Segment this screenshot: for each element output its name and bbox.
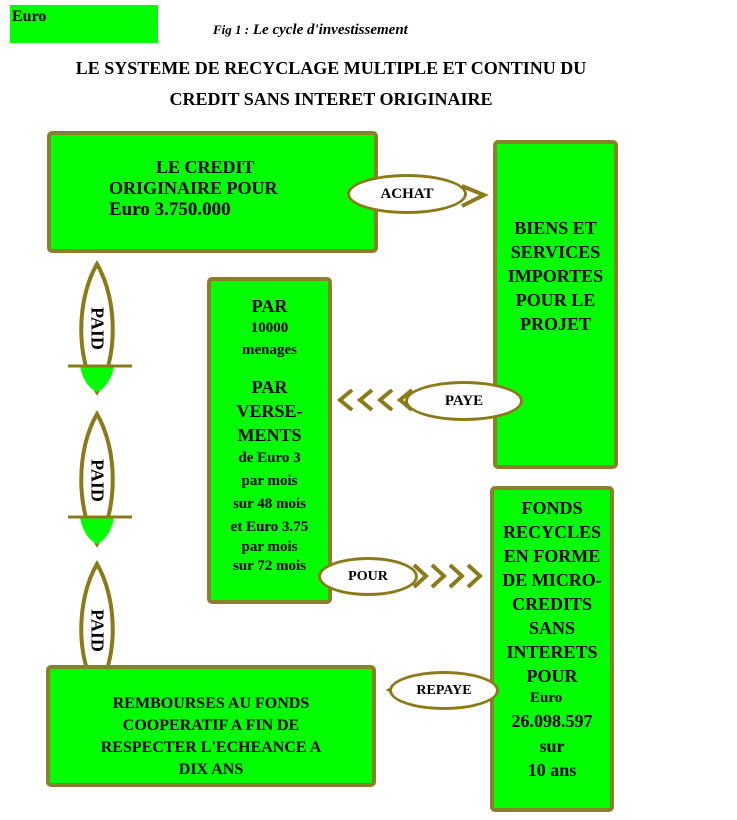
box-credit-originaire bbox=[47, 131, 378, 253]
biens-line2: SERVICES bbox=[510, 242, 601, 262]
biens-line5: PROJET bbox=[519, 314, 591, 334]
rembourses-line2: COOPERATIF A FIN DE bbox=[122, 717, 300, 734]
fonds-line5: CREDITS bbox=[511, 594, 593, 614]
rembourses-line3: RESPECTER L'ECHEANCE A bbox=[100, 739, 322, 756]
box-menages bbox=[207, 277, 332, 604]
diagram-title-line1: LE SYSTEME DE RECYCLAGE MULTIPLE ET CONTINU DU bbox=[75, 58, 587, 78]
paye-chevron-3 bbox=[380, 390, 392, 410]
menages-line2: 10000 bbox=[250, 320, 289, 336]
rembourses-line1: REMBOURSES AU FONDS bbox=[112, 695, 310, 712]
box-rembourses bbox=[46, 665, 376, 787]
pour-oval bbox=[318, 557, 418, 596]
fonds-line11: sur bbox=[539, 736, 565, 756]
rembourses-line4: DIX ANS bbox=[178, 761, 244, 778]
paid-label-1: PAID bbox=[87, 307, 108, 350]
pour-label: POUR bbox=[348, 568, 388, 584]
biens-line1: BIENS ET bbox=[514, 218, 597, 238]
box-fonds-recycles bbox=[490, 486, 614, 812]
menages-line3: menages bbox=[242, 342, 297, 358]
achat-label: ACHAT bbox=[380, 185, 434, 202]
credit-line2: ORIGINAIRE POUR bbox=[109, 178, 278, 198]
pour-chevron-2 bbox=[432, 565, 444, 587]
box-biens-services bbox=[493, 140, 618, 469]
fonds-line9: Euro bbox=[530, 690, 563, 706]
menages-line10: et Euro 3.75 bbox=[230, 519, 309, 535]
paye-oval bbox=[405, 381, 523, 421]
menages-line4: PAR bbox=[251, 377, 288, 397]
credit-line1: LE CREDIT bbox=[156, 157, 255, 177]
pour-chevron-4 bbox=[468, 565, 480, 587]
fonds-line2: RECYCLES bbox=[502, 522, 602, 542]
fonds-line6: SANS bbox=[528, 618, 576, 638]
paid-label-3: PAID bbox=[87, 609, 108, 652]
repaye-oval bbox=[389, 671, 499, 710]
biens-line4: POUR LE bbox=[515, 290, 596, 310]
fonds-line1: FONDS bbox=[521, 498, 583, 518]
paye-chevron-1 bbox=[340, 390, 352, 410]
paye-chevron-2 bbox=[360, 390, 372, 410]
pour-chevron-3 bbox=[450, 565, 462, 587]
menages-line5: VERSE- bbox=[236, 401, 303, 421]
menages-line9: sur 48 mois bbox=[232, 496, 307, 512]
fonds-line10: 26.098.597 bbox=[511, 711, 593, 731]
credit-line3: Euro 3.750.000 bbox=[109, 199, 231, 220]
fonds-line7: INTERETS bbox=[506, 642, 598, 662]
achat-oval bbox=[347, 174, 467, 214]
paye-label: PAYE bbox=[444, 392, 484, 409]
paid-label-2: PAID bbox=[87, 459, 108, 502]
menages-line8: par mois bbox=[241, 473, 298, 489]
repaye-label: REPAYE bbox=[416, 682, 472, 698]
menages-line11: par mois bbox=[241, 539, 298, 555]
menages-line6: MENTS bbox=[237, 425, 302, 445]
figure-number: Fig 1 : bbox=[213, 22, 250, 37]
menages-line1: PAR bbox=[251, 296, 288, 316]
fonds-line3: EN FORME bbox=[503, 546, 601, 566]
diagram-title-line2: CREDIT SANS INTERET ORIGINAIRE bbox=[169, 89, 493, 109]
fonds-line4: DE MICRO- bbox=[502, 570, 602, 590]
fonds-line8: POUR bbox=[526, 666, 578, 686]
biens-line3: IMPORTES bbox=[507, 266, 604, 286]
figure-caption-text: Le cycle d'investissement bbox=[252, 22, 408, 38]
menages-line12: sur 72 mois bbox=[232, 558, 307, 574]
euro-tag: Euro bbox=[10, 5, 158, 43]
fonds-line12: 10 ans bbox=[527, 760, 577, 780]
menages-line7: de Euro 3 bbox=[238, 450, 301, 466]
